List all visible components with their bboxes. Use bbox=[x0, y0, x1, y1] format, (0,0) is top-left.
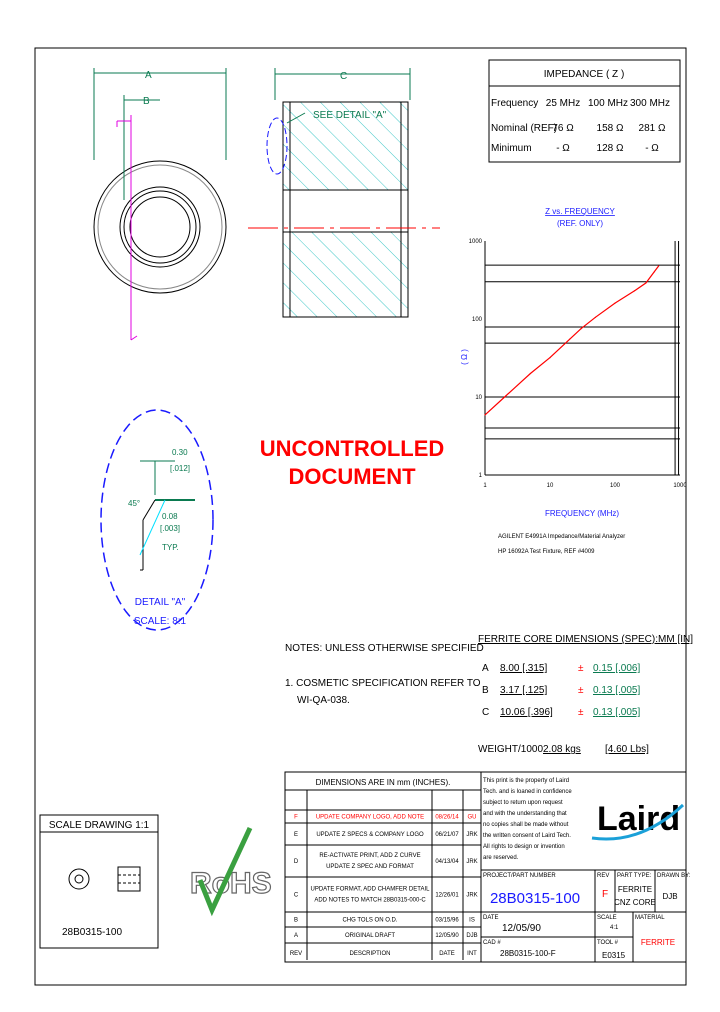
dimension-label: B bbox=[482, 685, 489, 696]
data-point bbox=[634, 290, 635, 291]
detail-angle: 45° bbox=[128, 499, 141, 508]
rohs-text: RoHS bbox=[190, 867, 272, 900]
detail-a bbox=[101, 410, 213, 630]
rev-header: DATE bbox=[439, 951, 455, 957]
x-tick-label: 10 bbox=[546, 483, 554, 489]
notes-heading: NOTES: UNLESS OTHERWISE SPECIFIED bbox=[285, 643, 484, 654]
chart-title: Z vs. FREQUENCY bbox=[545, 207, 615, 216]
dimension-value: 10.06 [.396] bbox=[500, 707, 553, 718]
data-point bbox=[580, 328, 581, 329]
chart-ylabel: ( Ω ) bbox=[460, 349, 469, 365]
title-block bbox=[285, 772, 691, 962]
scale-box-part: 28B0315-100 bbox=[62, 927, 123, 938]
rev-initials: JRK bbox=[466, 892, 478, 899]
dimension-value: 8.00 [.315] bbox=[500, 663, 548, 674]
data-point bbox=[484, 414, 485, 415]
rev-initials: JRK bbox=[466, 859, 478, 865]
dim-c-label: C bbox=[340, 71, 348, 82]
note-item: WI-QA-038. bbox=[297, 695, 350, 706]
x-tick-label: 1000 bbox=[673, 483, 687, 489]
material-value: FERRITE bbox=[640, 938, 676, 947]
tool-value: E0315 bbox=[602, 951, 626, 960]
impedance-header: 100 MHz bbox=[587, 98, 629, 109]
units-note: DIMENSIONS ARE IN mm (INCHES). bbox=[315, 778, 451, 787]
date-label: DATE bbox=[483, 915, 499, 921]
plus-minus-icon: ± bbox=[578, 707, 584, 718]
dimension-value: 3.17 [.125] bbox=[500, 685, 548, 696]
rev-header: DESCRIPTION bbox=[349, 951, 391, 957]
rev-initials: IS bbox=[469, 917, 475, 924]
dimension-tolerance: 0.13 [.005] bbox=[593, 707, 641, 718]
rev-letter: F bbox=[294, 814, 298, 821]
data-point bbox=[614, 302, 615, 303]
impedance-cell: 76 Ω bbox=[552, 123, 574, 134]
impedance-title: IMPEDANCE ( Z ) bbox=[543, 69, 625, 80]
x-tick-label: 1 bbox=[483, 483, 487, 489]
weight-lb: [4.60 Lbs] bbox=[605, 744, 649, 755]
property-notice-line: the written consent of Laird Tech. bbox=[483, 833, 571, 839]
rohs-logo bbox=[190, 828, 272, 910]
chart-subtitle: (REF. ONLY) bbox=[556, 219, 604, 228]
chart-note: AGILENT E4991A Impedance/Material Analyzer bbox=[498, 534, 626, 540]
property-notice-line: This print is the property of Laird bbox=[483, 778, 570, 784]
data-point bbox=[658, 265, 659, 266]
data-point bbox=[504, 396, 505, 397]
impedance-cell: - Ω bbox=[645, 143, 659, 154]
rev-description: UPDATE Z SPECS & COMPANY LOGO bbox=[316, 832, 424, 838]
rev-label: REV bbox=[597, 873, 610, 879]
property-notice-line: no copies shall be made without bbox=[483, 822, 569, 828]
plus-minus-icon: ± bbox=[578, 663, 584, 674]
impedance-cell: Minimum bbox=[491, 143, 532, 154]
scale-value: 4:1 bbox=[610, 925, 619, 931]
drawn-by: DJB bbox=[662, 892, 678, 901]
detail-dim: [.012] bbox=[170, 464, 191, 473]
material-label: MATERIAL bbox=[635, 915, 665, 921]
part-number: 28B0315-100 bbox=[489, 890, 581, 907]
chart-note: HP 16092A Test Fixture, REF #4009 bbox=[498, 549, 595, 555]
rev-date: 06/21/07 bbox=[435, 832, 459, 838]
y-tick-label: 1 bbox=[478, 473, 482, 479]
dimensions-heading: FERRITE CORE DIMENSIONS (SPEC):MM [IN] bbox=[478, 634, 694, 645]
rev-value: F bbox=[601, 889, 609, 900]
detail-title: DETAIL "A" bbox=[134, 597, 186, 608]
dimension-label: C bbox=[482, 707, 490, 718]
impedance-cell: - Ω bbox=[556, 143, 570, 154]
detail-dim: [.003] bbox=[160, 524, 181, 533]
drawn-by-label: DRAWN BY: bbox=[657, 873, 691, 879]
scale-box-title: SCALE DRAWING 1:1 bbox=[48, 820, 150, 831]
rev-header: INT bbox=[467, 951, 477, 957]
property-notice-line: subject to return upon request bbox=[483, 800, 563, 806]
scale-drawing-box bbox=[40, 815, 158, 948]
cad-label: CAD # bbox=[483, 940, 501, 946]
data-point bbox=[530, 373, 531, 374]
rev-letter: D bbox=[293, 859, 299, 865]
rev-description: ORIGINAL DRAFT bbox=[344, 933, 396, 939]
impedance-cell: Nominal (REF) bbox=[491, 123, 558, 134]
weight-kg: 2.08 kgs bbox=[543, 744, 581, 755]
rev-date: 03/15/96 bbox=[435, 917, 459, 924]
y-tick-label: 100 bbox=[471, 317, 482, 323]
impedance-header: 300 MHz bbox=[629, 98, 671, 109]
side-view bbox=[248, 68, 440, 317]
rev-description: CHG TOLS ON O.D. bbox=[342, 917, 398, 924]
rev-description: UPDATE COMPANY LOGO, ADD NOTE bbox=[315, 814, 425, 821]
see-detail-label: SEE DETAIL "A" bbox=[313, 110, 387, 121]
property-notice-line: Tech. and is loaned in confidence bbox=[483, 789, 572, 795]
part-type: FERRITE bbox=[617, 885, 653, 894]
data-point bbox=[595, 317, 596, 318]
rev-date: 04/13/04 bbox=[435, 859, 459, 865]
rev-letter: C bbox=[293, 892, 299, 899]
rev-date: 12/05/90 bbox=[435, 933, 459, 939]
front-view bbox=[94, 68, 226, 340]
rev-initials: JRK bbox=[466, 832, 478, 838]
x-tick-label: 100 bbox=[609, 483, 621, 489]
note-item: 1. COSMETIC SPECIFICATION REFER TO bbox=[285, 678, 481, 689]
detail-dim: 0.08 bbox=[162, 512, 178, 521]
property-notice-line: All rights to design or invention bbox=[483, 844, 565, 850]
uncontrolled-watermark: DOCUMENT bbox=[288, 464, 416, 489]
weight-label: WEIGHT/1000 bbox=[478, 744, 544, 755]
rev-initials: GU bbox=[467, 814, 477, 821]
uncontrolled-watermark: UNCONTROLLED bbox=[259, 436, 445, 461]
date-value: 12/05/90 bbox=[502, 923, 541, 934]
impedance-series-line bbox=[485, 266, 659, 415]
impedance-table bbox=[489, 60, 680, 162]
impedance-chart bbox=[460, 207, 687, 555]
detail-scale: SCALE: 8:1 bbox=[133, 616, 187, 627]
rev-letter: E bbox=[293, 832, 299, 838]
plus-minus-icon: ± bbox=[578, 685, 584, 696]
impedance-header: 25 MHz bbox=[545, 98, 581, 109]
data-point bbox=[645, 282, 646, 283]
laird-logo: Laird bbox=[597, 800, 681, 838]
property-notice-line: and with the understanding that bbox=[483, 811, 567, 817]
rev-letter: A bbox=[293, 933, 299, 939]
tool-label: TOOL # bbox=[597, 940, 619, 946]
rev-description: UPDATE Z SPEC AND FORMAT bbox=[326, 864, 414, 870]
impedance-cell: 128 Ω bbox=[596, 143, 624, 154]
rev-date: 12/26/01 bbox=[435, 892, 459, 899]
property-notice-line: are reserved. bbox=[483, 855, 519, 861]
dim-b-label: B bbox=[143, 96, 150, 107]
cad-value: 28B0315-100-F bbox=[500, 949, 556, 958]
impedance-header: Frequency bbox=[491, 98, 539, 109]
rev-initials: DJB bbox=[466, 933, 478, 939]
impedance-cell: 281 Ω bbox=[638, 123, 666, 134]
rev-description: RE-ACTIVATE PRINT, ADD Z CURVE bbox=[319, 853, 421, 859]
detail-dim: 0.30 bbox=[172, 448, 188, 457]
data-point bbox=[549, 357, 550, 358]
rev-date: 08/26/14 bbox=[435, 814, 459, 821]
part-type: CNZ CORE bbox=[614, 898, 656, 907]
dimensions-table bbox=[478, 634, 693, 755]
dim-a-label: A bbox=[145, 70, 152, 81]
scale-label: SCALE bbox=[597, 915, 617, 921]
part-type-label: PART TYPE: bbox=[617, 873, 652, 879]
rev-letter: B bbox=[293, 917, 299, 924]
impedance-cell: 158 Ω bbox=[596, 123, 624, 134]
y-tick-label: 1000 bbox=[468, 239, 482, 245]
rev-header: REV bbox=[289, 951, 303, 957]
chart-xlabel: FREQUENCY (MHz) bbox=[544, 509, 620, 518]
y-tick-label: 10 bbox=[475, 395, 482, 401]
dimension-tolerance: 0.13 [.005] bbox=[593, 685, 641, 696]
part-number-label: PROJECT/PART NUMBER bbox=[483, 873, 556, 879]
rev-description: UPDATE FORMAT, ADD CHAMFER DETAIL bbox=[310, 886, 430, 893]
data-point bbox=[569, 339, 570, 340]
data-point bbox=[654, 271, 655, 272]
rev-description: ADD NOTES TO MATCH 28B0315-000-C bbox=[314, 897, 426, 904]
dimension-label: A bbox=[482, 663, 489, 674]
detail-typ: TYP. bbox=[162, 543, 179, 552]
dimension-tolerance: 0.15 [.006] bbox=[593, 663, 641, 674]
